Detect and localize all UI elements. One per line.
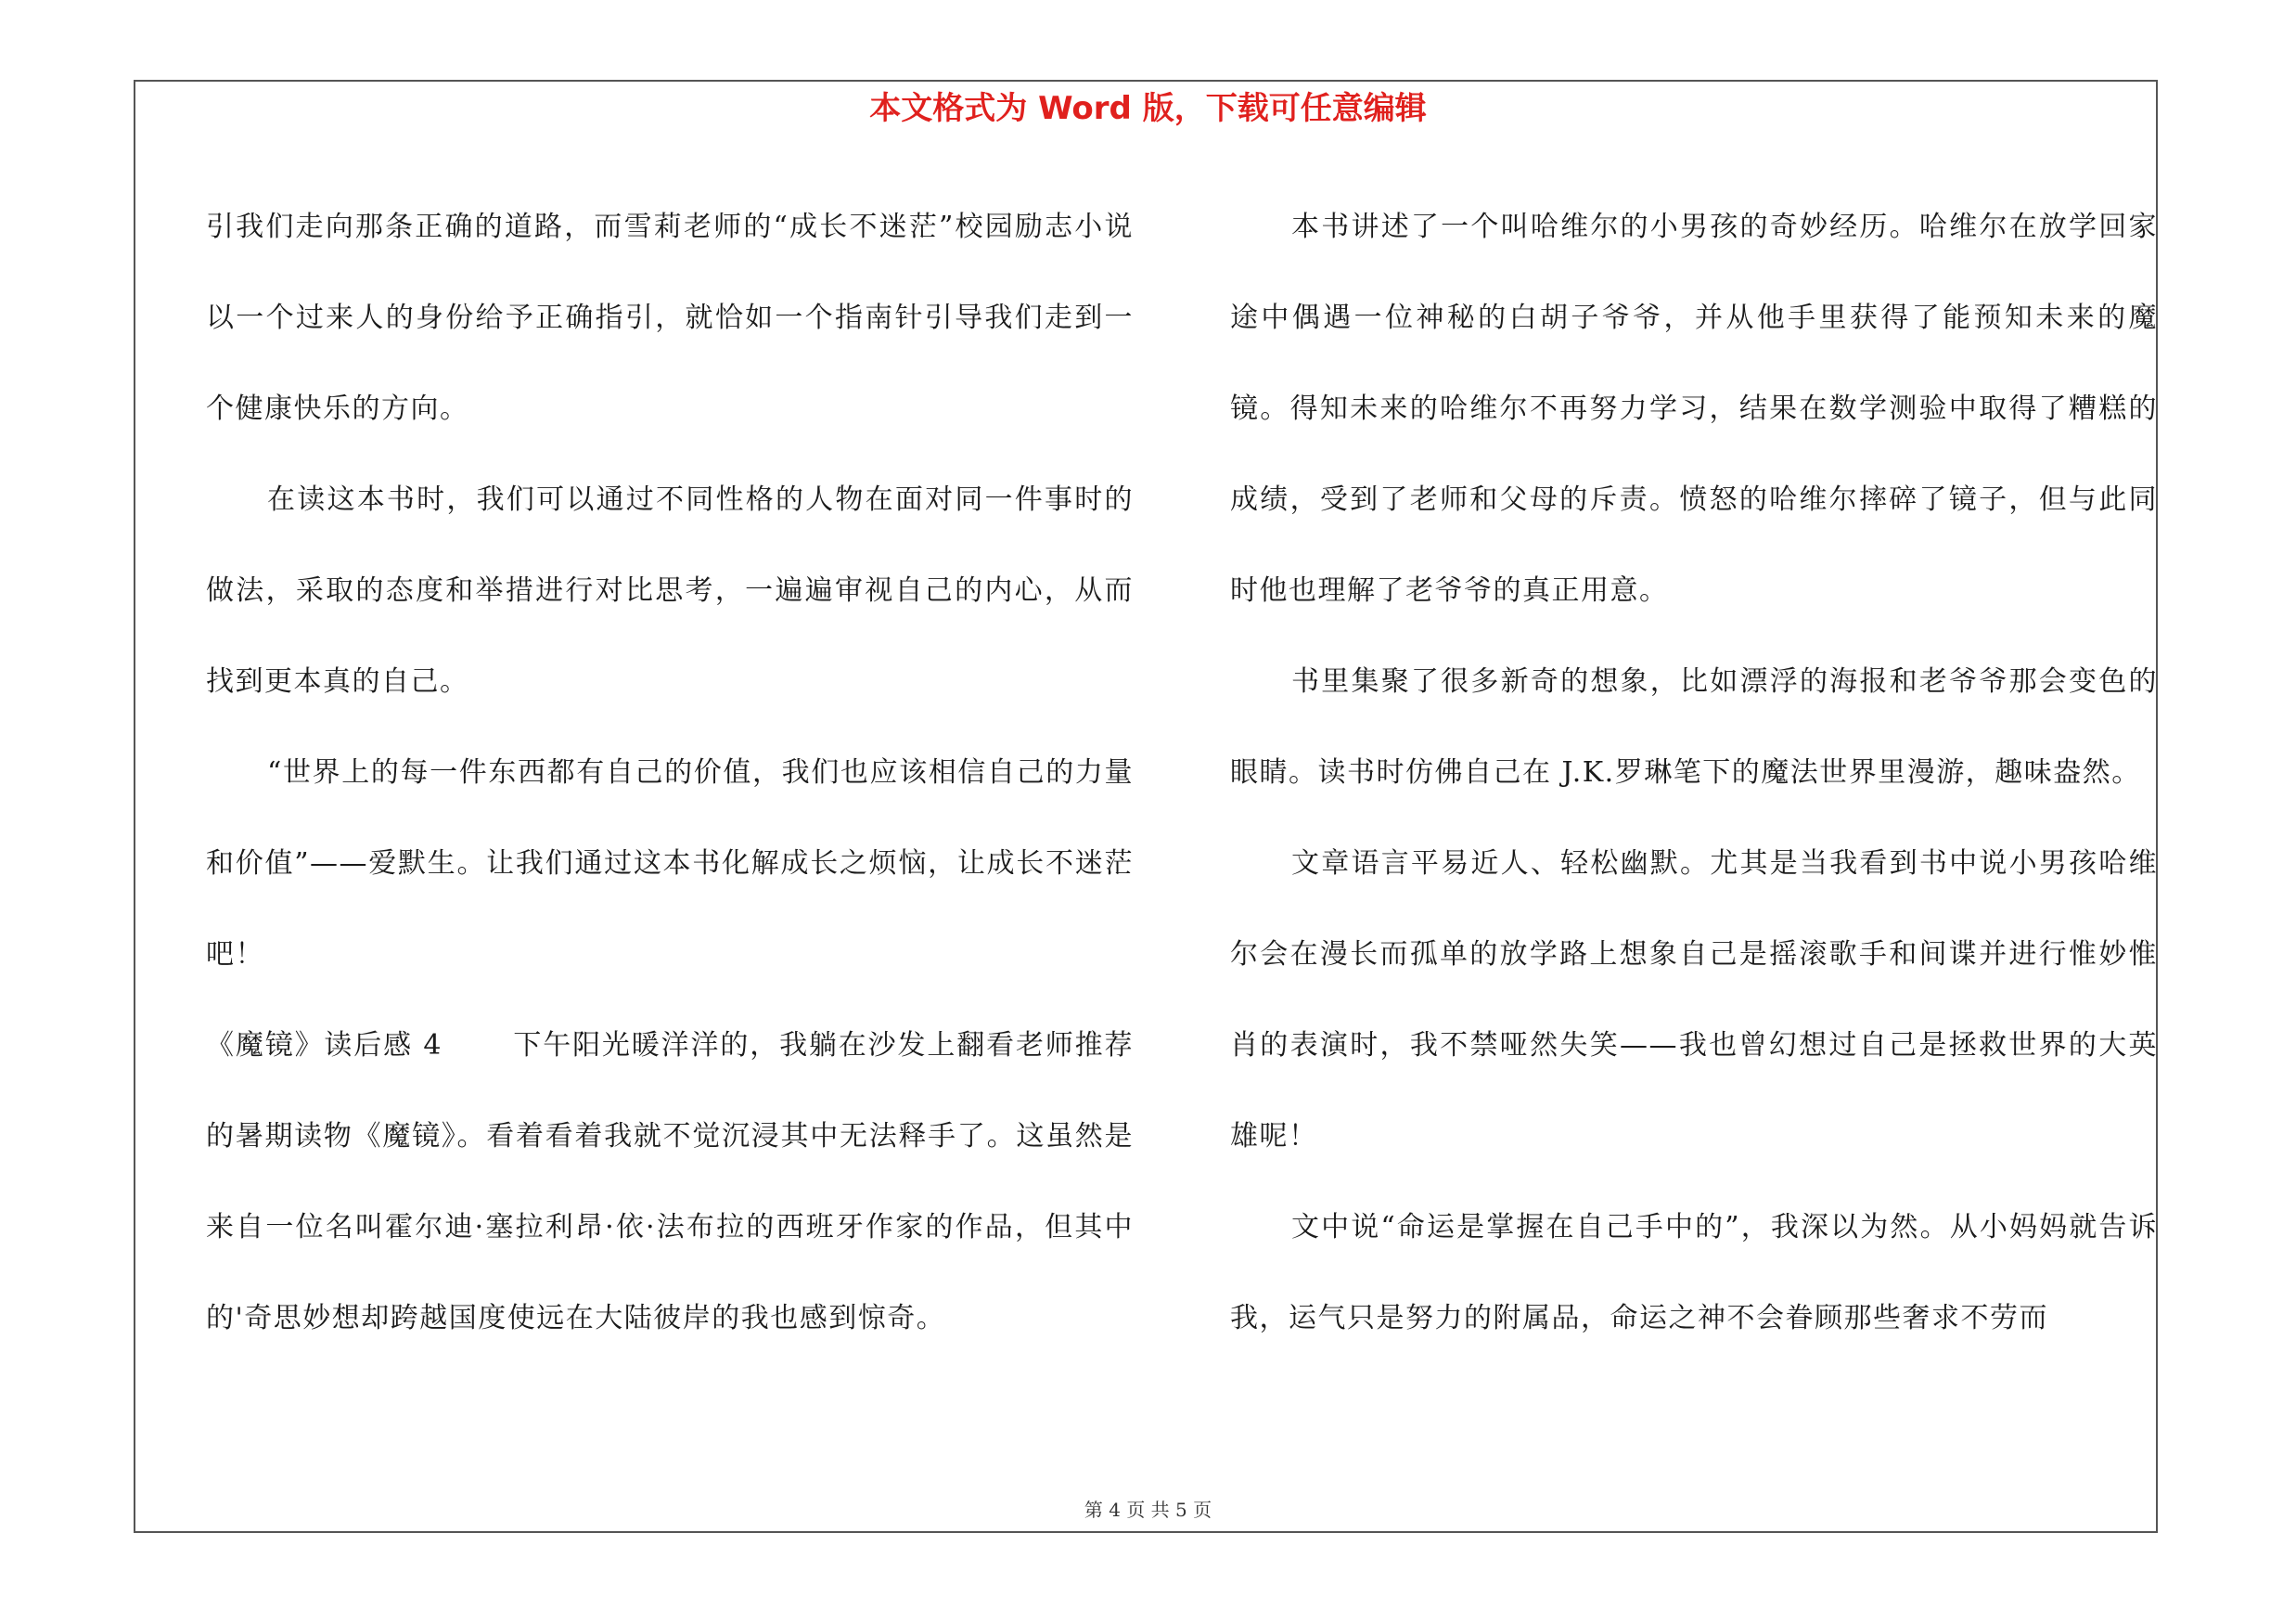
left-text-column [206,182,1134,1364]
paragraph: 书里集聚了很多新奇的想象，比如漂浮的海报和老爷爷那会变色的眼睛。读书时仿佛自己在 J.K.罗琳笔下的魔法世界里漫游，趣味盎然。 [1230,665,2158,789]
paragraph: 在读这本书时，我们可以通过不同性格的人物在面对同一件事时的做法，采取的态度和举措进行对比思考，一遍遍审视自己的内心，从而找到更本真的自己。 [206,483,1134,698]
right-text-column [1230,182,2158,1364]
paragraph-truncated: 文中说“命运是掌握在自己手中的”，我深以为然。从小妈妈就告诉我，运气只是努力的附属品，命运之神不会眷顾那些奢求不劳而 [1230,1211,2158,1334]
paragraph-continued: 引我们走向那条正确的道路，而雪莉老师的“成长不迷茫”校园励志小说以一个过来人的身份给予正确指引，就恰如一个指南针引导我们走到一个健康快乐的方向。 [206,211,1134,425]
paragraph: 本书讲述了一个叫哈维尔的小男孩的奇妙经历。哈维尔在放学回家途中偶遇一位神秘的白胡子爷爷，并从他手里获得了能预知未来的魔镜。得知未来的哈维尔不再努力学习，结果在数学测验中取得了糟糕的成绩，受到了老师和父母的斥责。愤怒的哈维尔摔碎了镜子，但与此同时他也理解了老爷爷的真正用意。 [1230,211,2158,607]
section-heading: 《魔镜》读后感 4 [206,1029,443,1062]
format-notice-banner: 本文格式为 Word 版，下载可任意编辑 [869,90,1427,127]
paragraph-with-heading [206,1000,1134,1364]
paragraph: 文章语言平易近人、轻松幽默。尤其是当我看到书中说小男孩哈维尔会在漫长而孤单的放学路上想象自己是摇滚歌手和间谍并进行惟妙惟肖的表演时，我不禁哑然失笑——我也曾幻想过自己是拯救世界的大英雄呢！ [1230,847,2158,1153]
page-number-footer: 第 4 页 共 5 页 [1084,1499,1212,1521]
paragraph-quote: “世界上的每一件东西都有自己的价值，我们也应该相信自己的力量和价值”——爱默生。让我们通过这本书化解成长之烦恼，让成长不迷茫吧！ [206,756,1134,971]
paragraph-body: 下午阳光暖洋洋的，我躺在沙发上翻看老师推荐的暑期读物《魔镜》。看着看着我就不觉沉浸其中无法释手了。这虽然是来自一位名叫霍尔迪·塞拉利昂·依·法布拉的西班牙作家的作品，但其中的'奇思妙想却跨越国度使远在大陆彼岸的我也感到惊奇。 [206,1029,1135,1334]
